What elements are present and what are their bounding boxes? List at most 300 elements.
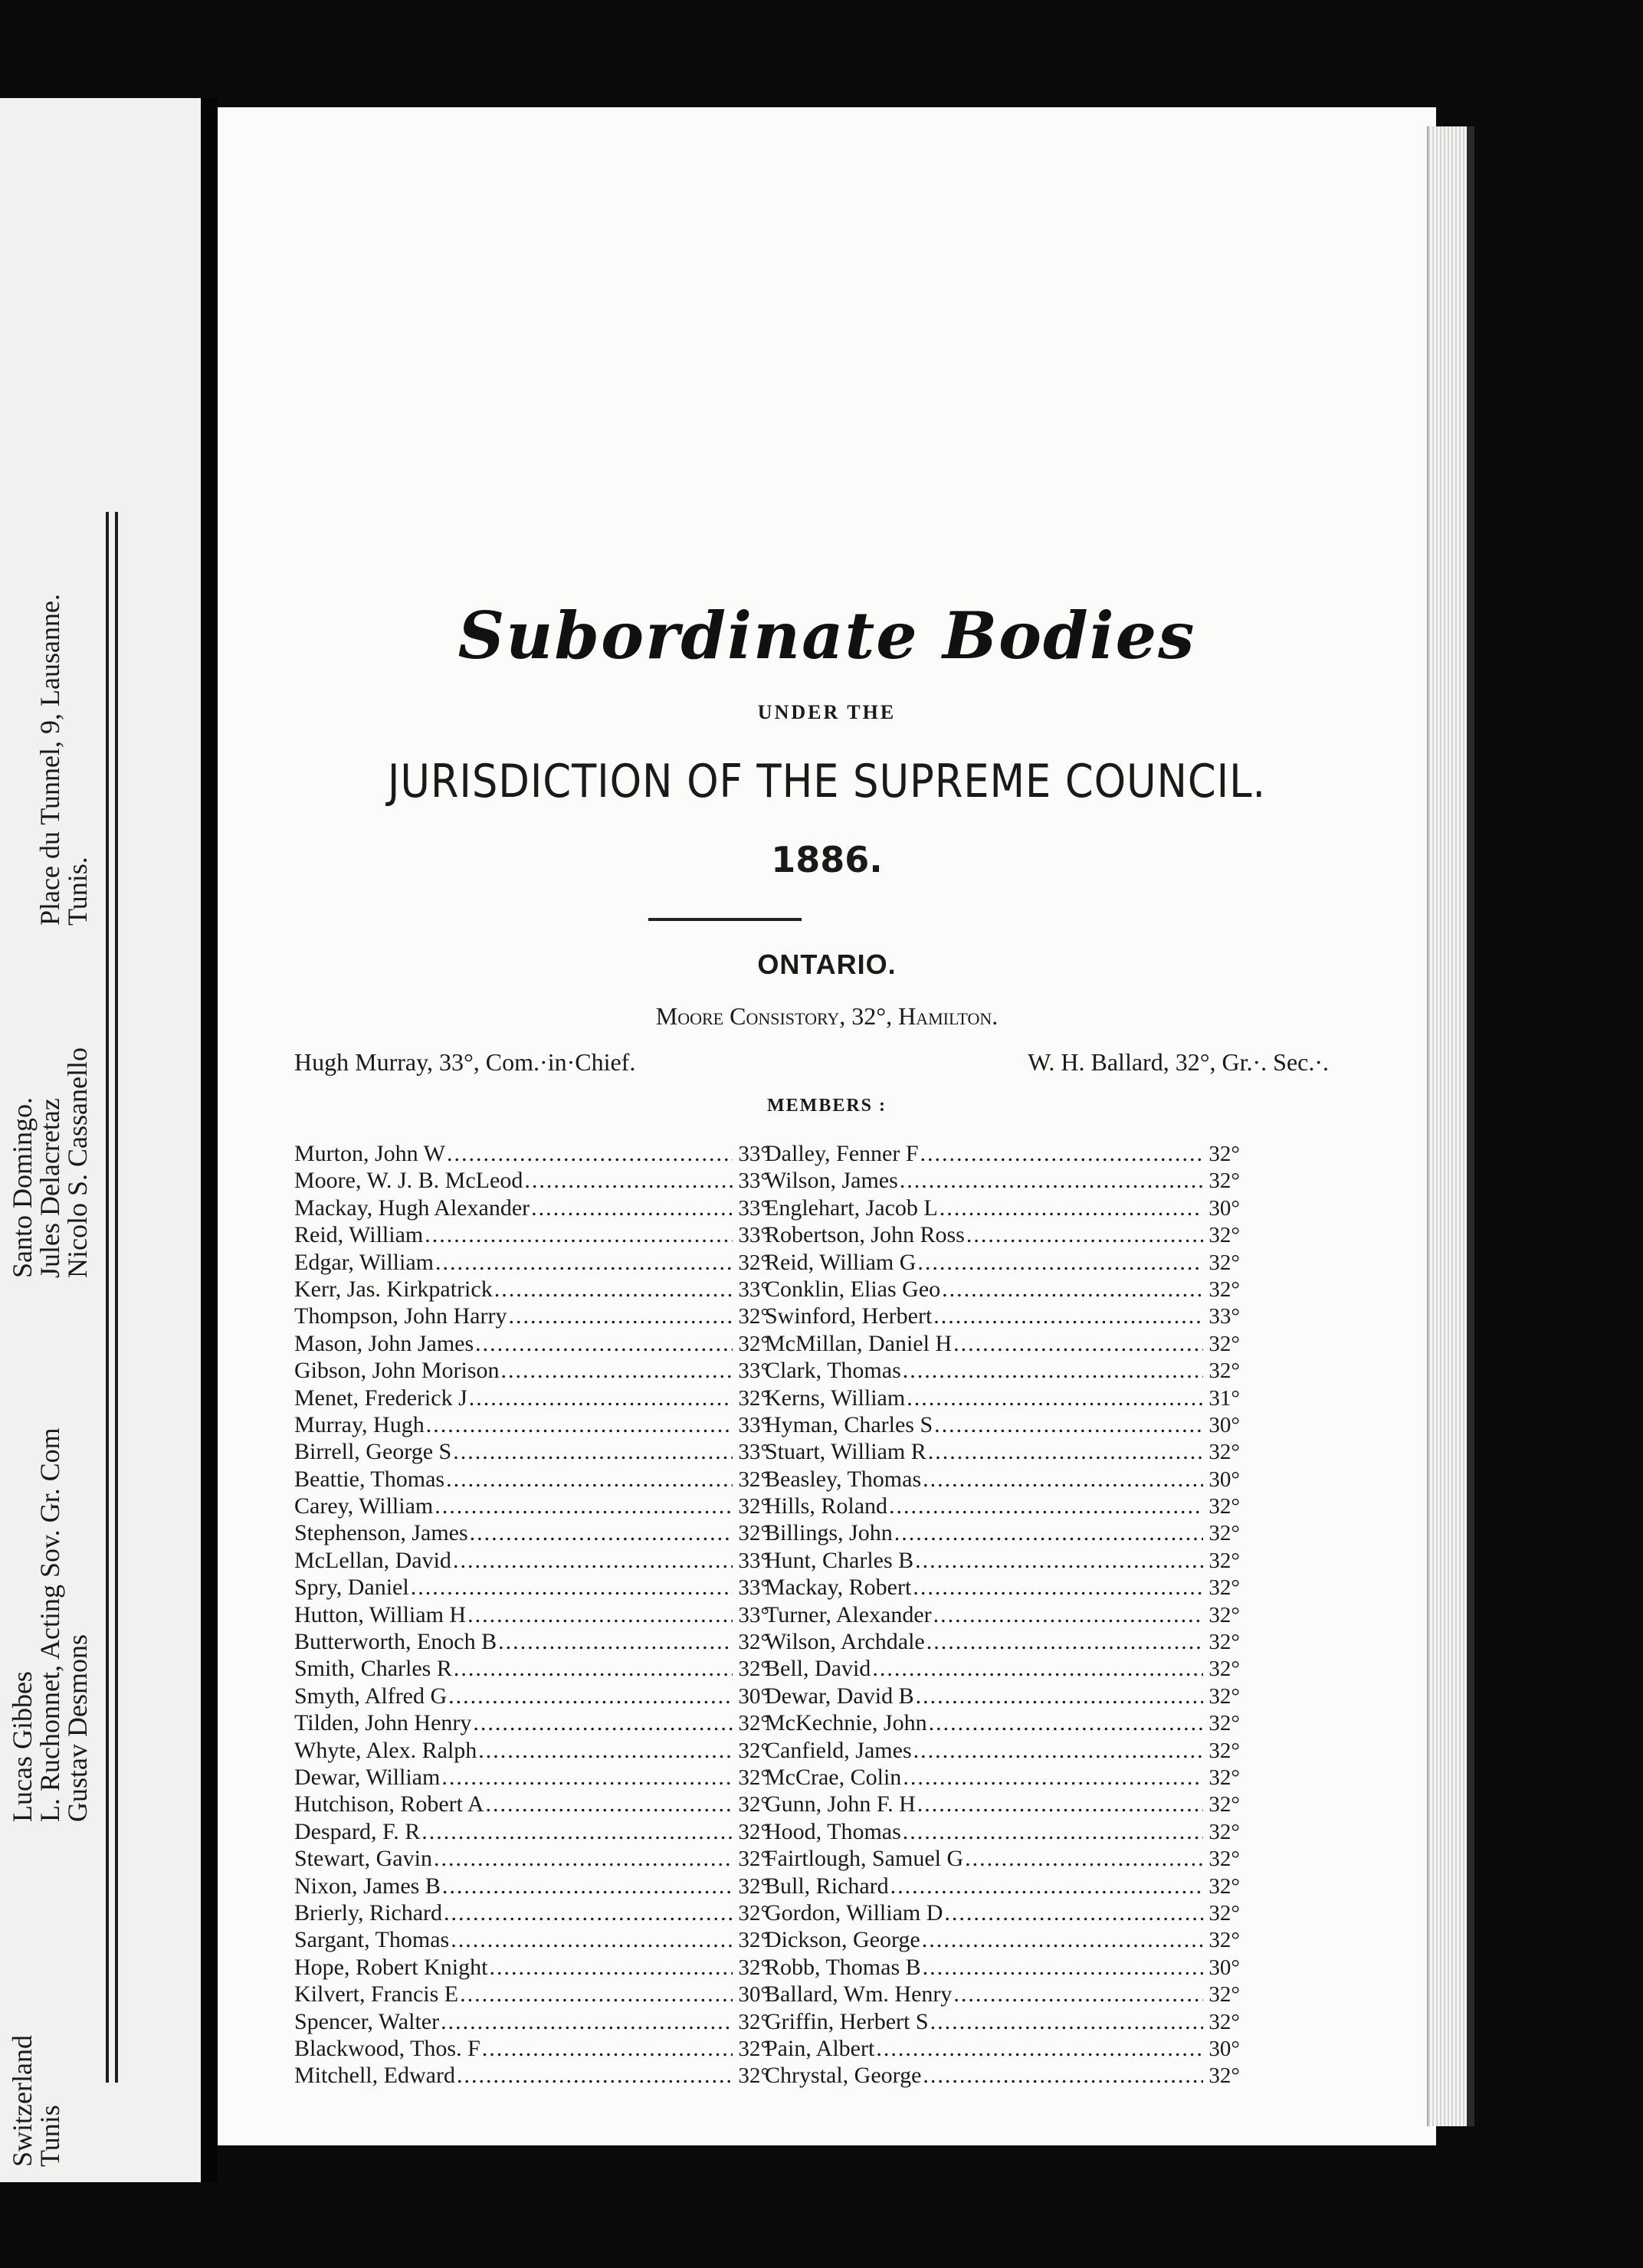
member-row xyxy=(294,1926,769,1953)
member-name: Gunn, John F. H xyxy=(765,1791,916,1817)
leader-dots xyxy=(498,1628,733,1655)
leader-dots xyxy=(494,1276,733,1303)
member-row xyxy=(765,2062,1240,2089)
member-row xyxy=(765,1221,1240,1248)
main-page xyxy=(218,107,1436,2145)
member-row xyxy=(765,1411,1240,1438)
member-degree: 32° xyxy=(738,1331,769,1356)
member-name: Carey, William xyxy=(294,1493,434,1519)
member-name: Hood, Thomas xyxy=(765,1818,901,1844)
member-name: Wilson, Archdale xyxy=(765,1629,925,1655)
member-name: Murray, Hugh xyxy=(294,1411,425,1437)
member-degree: 33° xyxy=(738,1223,769,1248)
member-name: Hunt, Charles B xyxy=(765,1547,914,1573)
member-row xyxy=(765,1601,1240,1628)
member-name: Blackwood, Thos. F xyxy=(294,2035,480,2061)
member-row xyxy=(765,1276,1240,1303)
member-row xyxy=(294,1140,769,1167)
member-row xyxy=(294,2062,769,2089)
member-name: Nixon, James B xyxy=(294,1873,441,1899)
leader-dots xyxy=(889,1493,1203,1519)
member-degree: 32° xyxy=(1208,1792,1240,1817)
member-name: Whyte, Alex. Ralph xyxy=(294,1737,477,1763)
member-name: Tilden, John Henry xyxy=(294,1710,472,1736)
member-degree: 32° xyxy=(1208,1548,1240,1573)
member-row xyxy=(765,1873,1240,1899)
leader-dots xyxy=(903,1818,1203,1845)
member-degree: 30° xyxy=(1208,1955,1240,1980)
member-degree: 32° xyxy=(1208,1575,1240,1601)
member-row xyxy=(294,1628,769,1655)
member-degree: 32° xyxy=(1208,1819,1240,1844)
left-page-entry: Tunis xyxy=(34,2105,65,2167)
leader-dots xyxy=(453,1438,733,1465)
member-degree: 32° xyxy=(1208,1928,1240,1953)
member-row xyxy=(294,1303,769,1329)
member-degree: 32° xyxy=(738,1819,769,1844)
leader-dots xyxy=(486,1791,733,1817)
jurisdiction-heading: JURISDICTION OF THE SUPREME COUNCIL. xyxy=(387,755,1267,808)
member-row xyxy=(765,1981,1240,2007)
member-row xyxy=(294,1385,769,1411)
member-name: Mackay, Robert xyxy=(765,1575,912,1601)
leader-dots xyxy=(876,2035,1203,2062)
leader-dots xyxy=(928,1438,1203,1465)
left-page-entry: Lucas Gibbes xyxy=(7,1671,38,1822)
member-row xyxy=(294,2035,769,2062)
leader-dots xyxy=(917,1791,1203,1817)
left-page-entry: Switzerland xyxy=(7,2035,38,2167)
left-page-entry: Nicolo S. Cassanello xyxy=(62,1047,93,1278)
member-degree: 32° xyxy=(1208,1331,1240,1356)
leader-dots xyxy=(915,1547,1203,1574)
member-row xyxy=(294,1601,769,1628)
leader-dots xyxy=(913,1737,1203,1764)
member-row xyxy=(765,1547,1240,1574)
member-row xyxy=(765,1791,1240,1817)
leader-dots xyxy=(531,1195,733,1221)
leader-dots xyxy=(411,1574,733,1601)
leader-dots xyxy=(953,1981,1203,2007)
member-name: Robertson, John Ross xyxy=(765,1222,965,1248)
member-degree: 32° xyxy=(1208,1900,1240,1926)
member-degree: 32° xyxy=(738,1385,769,1411)
member-degree: 32° xyxy=(738,1928,769,1953)
member-row xyxy=(765,1140,1240,1167)
leader-dots xyxy=(917,1249,1203,1276)
member-row xyxy=(294,1683,769,1709)
leader-dots xyxy=(923,1466,1203,1493)
leader-dots xyxy=(453,1547,733,1574)
member-name: Fairtlough, Samuel G xyxy=(765,1846,964,1872)
member-name: Billings, John xyxy=(765,1520,893,1546)
section-divider xyxy=(648,918,802,921)
member-degree: 32° xyxy=(1208,2009,1240,2034)
leader-dots xyxy=(913,1574,1203,1601)
member-degree: 33° xyxy=(738,1277,769,1302)
member-row xyxy=(765,1249,1240,1276)
member-row xyxy=(294,1357,769,1384)
member-row xyxy=(765,1438,1240,1465)
page-edges xyxy=(1427,126,1468,2126)
member-degree: 32° xyxy=(738,1792,769,1817)
member-degree: 32° xyxy=(1208,1223,1240,1248)
grand-secretary: W. H. Ballard, 32°, Gr.·. Sec.·. xyxy=(1028,1048,1329,1076)
member-name: Mason, John James xyxy=(294,1330,474,1356)
left-facing-page xyxy=(0,98,201,2182)
leader-dots xyxy=(451,1926,733,1953)
leader-dots xyxy=(890,1873,1203,1899)
leader-dots xyxy=(441,1764,733,1791)
left-page-entry: Gustav Desmons xyxy=(62,1634,93,1822)
member-row xyxy=(765,1303,1240,1329)
leader-dots xyxy=(920,1140,1203,1167)
member-degree: 32° xyxy=(1208,2063,1240,2089)
leader-dots xyxy=(434,1845,733,1872)
member-name: McMillan, Daniel H xyxy=(765,1330,953,1356)
year-heading: 1886. xyxy=(771,839,883,880)
member-degree: 32° xyxy=(738,1494,769,1519)
member-row xyxy=(765,1683,1240,1709)
member-row xyxy=(294,1764,769,1791)
leader-dots xyxy=(460,1981,733,2007)
member-name: Conklin, Elias Geo xyxy=(765,1276,941,1302)
members-column-left xyxy=(294,1140,769,2089)
member-name: Spencer, Walter xyxy=(294,2008,440,2034)
member-degree: 32° xyxy=(738,2063,769,2089)
member-degree: 32° xyxy=(1208,1142,1240,1166)
member-name: Sargant, Thomas xyxy=(294,1927,450,1953)
leader-dots xyxy=(926,1628,1203,1655)
member-name: Dalley, Fenner F xyxy=(765,1141,919,1166)
member-degree: 32° xyxy=(738,1738,769,1763)
member-name: Kerns, William xyxy=(765,1385,906,1411)
member-row xyxy=(294,2008,769,2035)
member-row xyxy=(294,1818,769,1845)
member-name: Reid, William xyxy=(294,1222,424,1248)
member-row xyxy=(765,1330,1240,1357)
member-degree: 32° xyxy=(738,1765,769,1790)
leader-dots xyxy=(469,1385,733,1411)
member-name: Kerr, Jas. Kirkpatrick xyxy=(294,1276,493,1302)
left-page-entry: L. Ruchonnet, Acting Sov. Gr. Com xyxy=(34,1427,65,1822)
member-name: Hills, Roland xyxy=(765,1493,888,1519)
member-degree: 33° xyxy=(738,1168,769,1194)
member-name: Thompson, John Harry xyxy=(294,1303,507,1329)
leader-dots xyxy=(421,1818,733,1845)
member-degree: 30° xyxy=(1208,1467,1240,1492)
member-name: Kilvert, Francis E xyxy=(294,1981,459,2007)
leader-dots xyxy=(435,1493,733,1519)
member-name: Beattie, Thomas xyxy=(294,1466,445,1492)
member-row xyxy=(294,1845,769,1872)
member-row xyxy=(765,1709,1240,1736)
member-degree: 33° xyxy=(738,1195,769,1221)
member-row xyxy=(765,1195,1240,1221)
member-degree: 32° xyxy=(738,1250,769,1275)
member-degree: 32° xyxy=(738,1847,769,1872)
member-row xyxy=(294,1791,769,1817)
leader-dots xyxy=(923,1954,1203,1981)
member-row xyxy=(294,1737,769,1764)
member-row xyxy=(765,1385,1240,1411)
member-row xyxy=(765,1574,1240,1601)
member-name: Spry, Daniel xyxy=(294,1575,409,1601)
member-degree: 33° xyxy=(738,1359,769,1384)
leader-dots xyxy=(442,1873,733,1899)
member-degree: 32° xyxy=(738,1630,769,1655)
leader-dots xyxy=(467,1601,733,1628)
member-row xyxy=(294,1493,769,1519)
member-name: Stewart, Gavin xyxy=(294,1846,432,1872)
leader-dots xyxy=(930,2008,1203,2035)
member-row xyxy=(765,1764,1240,1791)
member-name: Hyman, Charles S xyxy=(765,1411,933,1437)
member-degree: 33° xyxy=(1208,1304,1240,1329)
member-row xyxy=(294,1655,769,1682)
member-row xyxy=(765,1737,1240,1764)
member-name: Gordon, William D xyxy=(765,1899,943,1926)
member-name: Birrell, George S xyxy=(294,1439,452,1465)
leader-dots xyxy=(929,1709,1203,1736)
member-degree: 32° xyxy=(738,1955,769,1980)
member-row xyxy=(765,1845,1240,1872)
leader-dots xyxy=(923,2062,1203,2089)
member-row xyxy=(765,1899,1240,1926)
member-degree: 32° xyxy=(1208,1873,1240,1899)
leader-dots xyxy=(441,2008,733,2035)
page-title: Subordinate Bodies xyxy=(457,598,1196,674)
member-degree: 32° xyxy=(1208,1602,1240,1627)
members-column-right xyxy=(765,1140,1240,2089)
member-row xyxy=(294,1276,769,1303)
member-name: McCrae, Colin xyxy=(765,1764,902,1790)
page-subtitle: UNDER THE xyxy=(757,701,897,723)
member-degree: 30° xyxy=(1208,1195,1240,1221)
left-page-entry: Santo Domingo. xyxy=(7,1096,38,1278)
member-row xyxy=(765,1167,1240,1194)
member-name: Turner, Alexander xyxy=(765,1601,932,1627)
member-degree: 32° xyxy=(1208,1168,1240,1194)
leader-dots xyxy=(907,1385,1203,1411)
member-degree: 32° xyxy=(738,2009,769,2034)
member-name: Chrystal, George xyxy=(765,2063,922,2089)
member-degree: 32° xyxy=(738,1467,769,1492)
member-row xyxy=(765,1357,1240,1384)
leader-dots xyxy=(475,1330,733,1357)
leader-dots xyxy=(470,1519,733,1546)
page-edge-shadow xyxy=(1467,126,1474,2126)
member-name: Dewar, David B xyxy=(765,1683,914,1709)
member-row xyxy=(294,1466,769,1493)
member-name: Dickson, George xyxy=(765,1927,920,1953)
member-degree: 33° xyxy=(738,1142,769,1166)
member-name: Canfield, James xyxy=(765,1737,912,1763)
member-degree: 30° xyxy=(1208,1412,1240,1437)
member-degree: 32° xyxy=(1208,1683,1240,1709)
member-degree: 32° xyxy=(1208,1847,1240,1872)
member-degree: 33° xyxy=(738,1548,769,1573)
left-page-entry: Place du Tunnel, 9, Lausanne. xyxy=(34,594,65,926)
member-name: Ballard, Wm. Henry xyxy=(765,1981,953,2007)
member-row xyxy=(765,1466,1240,1493)
member-name: Wilson, James xyxy=(765,1168,898,1194)
member-degree: 30° xyxy=(738,1683,769,1709)
member-name: Moore, W. J. B. McLeod xyxy=(294,1168,523,1194)
member-name: Hutchison, Robert A xyxy=(294,1791,484,1817)
leader-dots xyxy=(444,1899,733,1926)
member-degree: 32° xyxy=(738,1711,769,1736)
member-row xyxy=(294,1411,769,1438)
leader-dots xyxy=(448,1683,733,1709)
member-name: McKechnie, John xyxy=(765,1710,927,1736)
member-row xyxy=(294,1167,769,1194)
leader-dots xyxy=(953,1330,1203,1357)
leader-dots xyxy=(426,1411,733,1438)
member-name: McLellan, David xyxy=(294,1547,451,1573)
member-degree: 32° xyxy=(1208,1359,1240,1384)
member-degree: 32° xyxy=(738,1900,769,1926)
leader-dots xyxy=(940,1195,1203,1221)
leader-dots xyxy=(524,1167,733,1194)
member-row xyxy=(294,1195,769,1221)
member-degree: 33° xyxy=(738,1440,769,1465)
member-degree: 32° xyxy=(1208,1711,1240,1736)
consistory-line: Moore Consistory, 32°, Hamilton. xyxy=(655,1002,999,1030)
member-name: Despard, F. R xyxy=(294,1818,421,1844)
member-row xyxy=(294,1249,769,1276)
member-row xyxy=(765,1818,1240,1845)
leader-dots xyxy=(934,1411,1203,1438)
leader-dots xyxy=(473,1709,733,1736)
leader-dots xyxy=(933,1303,1203,1329)
member-name: Stephenson, James xyxy=(294,1520,468,1546)
members-heading: MEMBERS : xyxy=(767,1096,887,1116)
leader-dots xyxy=(446,1466,733,1493)
province-heading: ONTARIO. xyxy=(757,949,897,980)
left-page-rotated-text xyxy=(0,98,201,2182)
member-degree: 32° xyxy=(1208,1738,1240,1763)
member-row xyxy=(294,1981,769,2007)
member-degree: 32° xyxy=(1208,1494,1240,1519)
member-name: Bell, David xyxy=(765,1656,871,1682)
member-row xyxy=(294,1954,769,1981)
leader-dots xyxy=(482,2035,733,2062)
leader-dots xyxy=(489,1954,733,1981)
member-row xyxy=(294,1709,769,1736)
leader-dots xyxy=(933,1601,1203,1628)
member-name: Bull, Richard xyxy=(765,1873,889,1899)
member-name: Beasley, Thomas xyxy=(765,1466,922,1492)
leader-dots xyxy=(425,1221,733,1248)
member-row xyxy=(294,1438,769,1465)
member-name: Swinford, Herbert xyxy=(765,1303,933,1329)
member-name: Brierly, Richard xyxy=(294,1899,442,1926)
member-name: Hutton, William H xyxy=(294,1601,467,1627)
leader-dots xyxy=(966,1221,1203,1248)
member-row xyxy=(294,1519,769,1546)
member-name: Butterworth, Enoch B xyxy=(294,1629,497,1655)
member-name: Englehart, Jacob L xyxy=(765,1195,938,1221)
member-row xyxy=(294,1330,769,1357)
leader-dots xyxy=(872,1655,1203,1682)
member-row xyxy=(765,1493,1240,1519)
member-degree: 32° xyxy=(1208,1657,1240,1682)
commander-in-chief: Hugh Murray, 33°, Com.·in·Chief. xyxy=(294,1048,636,1076)
member-row xyxy=(765,1926,1240,1953)
leader-dots xyxy=(508,1303,733,1329)
leader-dots xyxy=(944,1899,1203,1926)
member-row xyxy=(294,1899,769,1926)
member-name: Smith, Charles R xyxy=(294,1656,452,1682)
member-name: Murton, John W xyxy=(294,1141,445,1166)
member-degree: 32° xyxy=(738,1521,769,1546)
member-degree: 31° xyxy=(1208,1385,1240,1411)
member-row xyxy=(765,1655,1240,1682)
member-row xyxy=(294,1221,769,1248)
book-gutter xyxy=(201,98,218,2182)
member-row xyxy=(294,1547,769,1574)
leader-dots xyxy=(501,1357,733,1384)
leader-dots xyxy=(903,1764,1203,1791)
member-name: Griffin, Herbert S xyxy=(765,2008,929,2034)
member-name: Robb, Thomas B xyxy=(765,1954,921,1980)
member-degree: 33° xyxy=(738,1602,769,1627)
member-name: Mackay, Hugh Alexander xyxy=(294,1195,530,1221)
member-degree: 32° xyxy=(1208,1765,1240,1790)
member-name: Pain, Albert xyxy=(765,2035,875,2061)
member-row xyxy=(765,2035,1240,2062)
leader-dots xyxy=(454,1655,733,1682)
member-degree: 32° xyxy=(738,1657,769,1682)
member-degree: 32° xyxy=(1208,1440,1240,1465)
member-degree: 33° xyxy=(738,1575,769,1601)
leader-dots xyxy=(894,1519,1203,1546)
member-name: Mitchell, Edward xyxy=(294,2063,455,2089)
member-row xyxy=(294,1574,769,1601)
member-name: Hope, Robert Knight xyxy=(294,1954,488,1980)
leader-dots xyxy=(435,1249,733,1276)
member-row xyxy=(765,2008,1240,2035)
member-degree: 32° xyxy=(738,2036,769,2061)
leader-dots xyxy=(942,1276,1203,1303)
member-degree: 32° xyxy=(1208,1630,1240,1655)
leader-dots xyxy=(965,1845,1203,1872)
member-name: Menet, Frederick J xyxy=(294,1385,467,1411)
leader-dots xyxy=(922,1926,1203,1953)
leader-dots xyxy=(903,1357,1203,1384)
member-name: Reid, William G xyxy=(765,1249,917,1275)
leader-dots xyxy=(457,2062,733,2089)
member-name: Edgar, William xyxy=(294,1249,434,1275)
left-page-entry: Tunis. xyxy=(62,857,93,926)
member-row xyxy=(765,1954,1240,1981)
member-name: Stuart, William R xyxy=(765,1439,926,1465)
member-degree: 33° xyxy=(738,1412,769,1437)
leader-dots xyxy=(900,1167,1203,1194)
member-name: Dewar, William xyxy=(294,1764,441,1790)
member-degree: 32° xyxy=(738,1304,769,1329)
member-degree: 32° xyxy=(1208,1982,1240,2007)
member-degree: 30° xyxy=(1208,2036,1240,2061)
member-row xyxy=(765,1628,1240,1655)
member-name: Clark, Thomas xyxy=(765,1358,901,1384)
member-row xyxy=(294,1873,769,1899)
leader-dots xyxy=(478,1737,733,1764)
leader-dots xyxy=(447,1140,733,1167)
leader-dots xyxy=(916,1683,1203,1709)
member-degree: 32° xyxy=(1208,1277,1240,1302)
